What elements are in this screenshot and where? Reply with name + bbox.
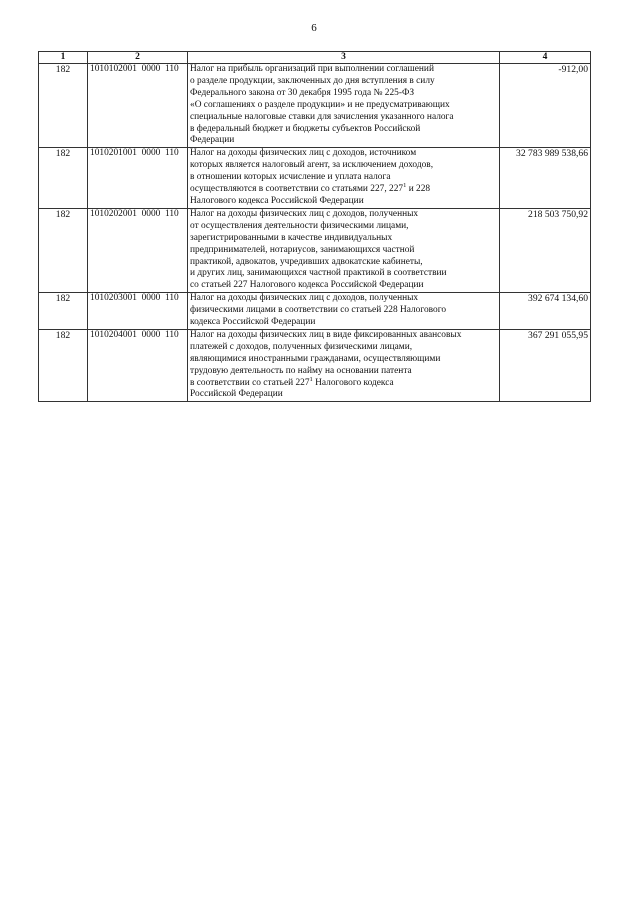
revenue-name-cell xyxy=(188,148,500,209)
amount-cell: 32 783 989 538,66 xyxy=(500,148,591,209)
name-line: предпринимателей, нотариусов, занимающихся частной xyxy=(190,244,415,255)
name-line: о разделе продукции, заключенных до дня вступления в силу xyxy=(190,75,435,86)
budget-code-cell: 1010203001 0000 110 xyxy=(88,293,188,330)
budget-code-cell: 1010204001 0000 110 xyxy=(88,329,188,401)
header-col-4: 4 xyxy=(500,52,591,64)
name-line: специальные налоговые ставки для зачисления указанного налога xyxy=(190,111,454,122)
name-line: Налог на доходы физических лиц с доходов, полученных xyxy=(190,208,419,219)
admin-code-cell: 182 xyxy=(39,148,88,209)
name-line: Федерации xyxy=(190,135,235,146)
name-line: которых является налоговый агент, за исключением доходов, xyxy=(190,160,434,171)
header-row xyxy=(39,52,591,64)
name-line: Налог на доходы физических лиц с доходов, полученных xyxy=(190,293,419,304)
amount-cell: 392 674 134,60 xyxy=(500,293,591,330)
name-line: Налогового кодекса Российской Федерации xyxy=(190,195,364,206)
amount-cell: -912,00 xyxy=(500,64,591,148)
name-line: зарегистрированными в качестве индивидуальных xyxy=(190,232,393,243)
admin-code-cell: 182 xyxy=(39,329,88,401)
revenue-name-cell xyxy=(188,293,500,330)
admin-code-cell: 182 xyxy=(39,64,88,148)
name-line: являющимися иностранными гражданами, осуществляющими xyxy=(190,353,441,364)
table-row xyxy=(39,148,591,209)
name-line: и других лиц, занимающихся частной практикой в соответствии xyxy=(190,268,447,279)
name-line: Налог на прибыль организаций при выполнении соглашений xyxy=(190,64,434,74)
revenue-table xyxy=(38,51,591,402)
name-line: «О соглашениях о разделе продукции» и не предусматривающих xyxy=(190,99,450,110)
name-line-text: осуществляются в соответствии со статьями 227, 227 xyxy=(190,184,404,195)
table-row xyxy=(39,293,591,330)
name-line: со статьей 227 Налогового кодекса Российской Федерации xyxy=(190,280,424,291)
article-superscript: 1 xyxy=(403,181,407,189)
name-line: в отношении которых исчисление и уплата налога xyxy=(190,172,391,183)
name-line: в федеральный бюджет и бюджеты субъектов Российской xyxy=(190,123,421,134)
name-line: физическими лицами в соответствии со статьей 228 Налогового xyxy=(190,305,447,316)
revenue-name-cell xyxy=(188,64,500,148)
budget-code-cell: 1010102001 0000 110 xyxy=(88,64,188,148)
name-line: платежей с доходов, полученных физическими лицами, xyxy=(190,341,413,352)
revenue-name-cell xyxy=(188,208,500,292)
name-line: Федерального закона от 30 декабря 1995 года № 225-ФЗ xyxy=(190,87,415,98)
name-line-with-superscript xyxy=(190,181,497,196)
name-line-suffix: Налогового кодекса xyxy=(312,377,394,388)
article-superscript: 1 xyxy=(309,375,313,383)
budget-code-cell: 1010202001 0000 110 xyxy=(88,208,188,292)
name-line: кодекса Российской Федерации xyxy=(190,317,316,328)
name-line: Российской Федерации xyxy=(190,389,283,400)
budget-code-cell: 1010201001 0000 110 xyxy=(88,148,188,209)
name-line: Налог на доходы физических лиц в виде фиксированных авансовых xyxy=(190,329,462,340)
amount-cell: 218 503 750,92 xyxy=(500,208,591,292)
table-row xyxy=(39,64,591,148)
name-line-suffix: и 228 xyxy=(406,184,431,195)
table-row xyxy=(39,329,591,401)
table-row xyxy=(39,208,591,292)
admin-code-cell: 182 xyxy=(39,208,88,292)
name-line: практикой, адвокатов, учредивших адвокатские кабинеты, xyxy=(190,256,423,267)
revenue-name-cell xyxy=(188,329,500,401)
header-col-1: 1 xyxy=(39,52,88,64)
header-col-2: 2 xyxy=(88,52,188,64)
amount-cell: 367 291 055,95 xyxy=(500,329,591,401)
header-col-3: 3 xyxy=(188,52,500,64)
name-line: Налог на доходы физических лиц с доходов, источником xyxy=(190,148,417,159)
name-line-text: в соответствии со статьей 227 xyxy=(190,377,310,388)
page-number: 6 xyxy=(311,22,317,34)
name-line-with-superscript xyxy=(190,375,497,390)
admin-code-cell: 182 xyxy=(39,293,88,330)
name-line: от осуществления деятельности физическими лицами, xyxy=(190,220,409,231)
name-line: трудовую деятельность по найму на основании патента xyxy=(190,365,412,376)
